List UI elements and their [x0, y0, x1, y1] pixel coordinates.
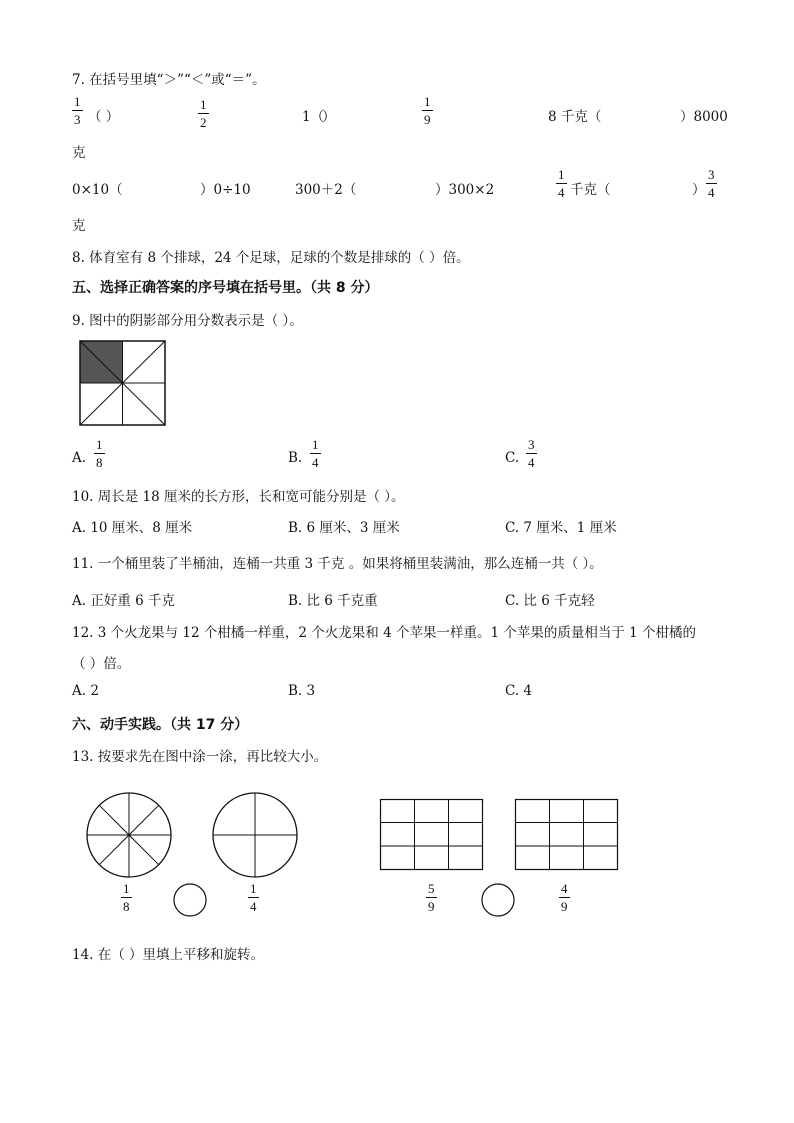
fraction-numerator: 5	[428, 881, 435, 896]
q7-answer-blank-2[interactable]: ）	[322, 109, 336, 125]
fraction-numerator: 1	[250, 881, 257, 896]
q7-expr-c: 1（	[302, 109, 325, 125]
q13-fraction-4	[559, 882, 570, 913]
fraction-numerator: 3	[708, 167, 715, 182]
q13-fraction-3	[426, 882, 437, 913]
q13-compare-circle-2[interactable]	[481, 883, 515, 917]
fraction-denominator: 3	[74, 112, 81, 127]
fraction-numerator: 1	[312, 437, 319, 452]
fraction-numerator: 1	[200, 97, 207, 112]
fraction-denominator: 4	[708, 185, 715, 200]
q7-expr-2: 300＋2（	[295, 182, 357, 198]
fraction-denominator: 4	[250, 899, 257, 914]
q9-option-b-label[interactable]: B.	[288, 450, 303, 466]
q7-expr-1-right: ）0÷10	[200, 182, 251, 198]
q9-option-b-fraction[interactable]	[310, 438, 321, 469]
q12-prompt-line1: 12. 3 个火龙果与 12 个柑橘一样重，2 个火龙果和 4 个苹果一样重。1 个苹果的质量相当于 1 个柑橘的	[72, 625, 697, 641]
grid-outline	[516, 800, 618, 870]
q10-prompt: 10. 周长是 18 厘米的长方形，长和宽可能分别是（ ）。	[72, 489, 405, 505]
fraction-denominator: 9	[424, 112, 431, 127]
q7-answer-blank-1[interactable]: （ ）	[88, 109, 120, 125]
q13-grid-right[interactable]	[515, 799, 618, 870]
fraction-denominator: 4	[528, 455, 535, 470]
q10-option-b[interactable]: B. 6 厘米、3 厘米	[288, 520, 400, 536]
fraction-numerator: 1	[123, 881, 130, 896]
q7-row2-wrap: 克	[72, 218, 86, 234]
q13-circle-eighths[interactable]	[86, 792, 172, 878]
grid-outline	[381, 800, 483, 870]
q13-grid-left[interactable]	[380, 799, 483, 870]
q7-fraction-d	[422, 95, 433, 126]
fraction-numerator: 3	[528, 437, 535, 452]
fraction-denominator: 4	[558, 185, 565, 200]
q10-option-a[interactable]: A. 10 厘米、8 厘米	[72, 520, 193, 536]
q7-expr-f-unit: 千克（	[570, 182, 611, 198]
q8-text: 8. 体育室有 8 个排球，24 个足球，足球的个数是排球的（ ）倍。	[72, 250, 470, 266]
q11-option-b[interactable]: B. 比 6 千克重	[288, 593, 378, 609]
q13-fraction-1	[121, 882, 132, 913]
q11-option-c[interactable]: C. 比 6 千克轻	[505, 593, 595, 609]
fraction-denominator: 2	[200, 115, 207, 130]
fraction-numerator: 1	[74, 94, 81, 109]
q7-fraction-f	[556, 168, 567, 199]
q9-option-c-fraction[interactable]	[526, 438, 537, 469]
q7-prompt: 7. 在括号里填“＞”“＜”或“＝”。	[72, 72, 266, 88]
q7-expr-2-right: ）300×2	[435, 182, 495, 198]
fraction-denominator: 8	[96, 455, 103, 470]
fraction-numerator: 1	[96, 437, 103, 452]
q7-expr-f-right: ）	[692, 182, 706, 198]
section-6-heading: 六、动手实践。（共 17 分）	[72, 717, 249, 733]
q7-expr-1: 0×10（	[72, 182, 123, 198]
fraction-numerator: 4	[561, 881, 568, 896]
q7-fraction-g	[706, 168, 717, 199]
compare-circle-outline	[482, 884, 514, 916]
fraction-denominator: 4	[312, 455, 319, 470]
q10-option-c[interactable]: C. 7 厘米、1 厘米	[505, 520, 617, 536]
q12-option-b[interactable]: B. 3	[288, 683, 316, 699]
compare-circle-outline	[174, 884, 206, 916]
q9-option-c-label[interactable]: C.	[505, 450, 520, 466]
q12-option-a[interactable]: A. 2	[72, 683, 99, 699]
q11-option-a[interactable]: A. 正好重 6 千克	[72, 593, 176, 609]
q13-fraction-2	[248, 882, 259, 913]
q7-expr-e: 8 千克（	[548, 109, 602, 125]
q13-prompt: 13. 按要求先在图中涂一涂，再比较大小。	[72, 749, 328, 765]
fraction-denominator: 8	[123, 899, 130, 914]
q11-prompt: 11. 一个桶里装了半桶油，连桶一共重 3 千克 。如果将桶里装满油，那么连桶一共（ ）。	[72, 556, 603, 572]
q7-fraction-b	[198, 98, 209, 129]
q9-prompt: 9. 图中的阴影部分用分数表示是（ ）。	[72, 313, 303, 329]
q9-option-a-label[interactable]: A.	[72, 450, 87, 466]
q12-prompt-line2: （ ）倍。	[72, 656, 131, 672]
q13-compare-circle-1[interactable]	[173, 883, 207, 917]
fraction-denominator: 9	[561, 899, 568, 914]
q9-shaded-square-figure	[79, 340, 166, 426]
fraction-numerator: 1	[424, 94, 431, 109]
q13-circle-quarters[interactable]	[212, 792, 298, 878]
fraction-denominator: 9	[428, 899, 435, 914]
section-5-heading: 五、选择正确答案的序号填在括号里。（共 8 分）	[72, 280, 379, 296]
q7-fraction-a	[72, 95, 83, 126]
q14-prompt: 14. 在（ ）里填上平移和旋转。	[72, 947, 265, 963]
fraction-numerator: 1	[558, 167, 565, 182]
q7-expr-e-right: ）8000	[680, 109, 728, 125]
q7-row1-wrap: 克	[72, 145, 86, 161]
q9-option-a-fraction[interactable]	[94, 438, 105, 469]
q12-option-c[interactable]: C. 4	[505, 683, 533, 699]
